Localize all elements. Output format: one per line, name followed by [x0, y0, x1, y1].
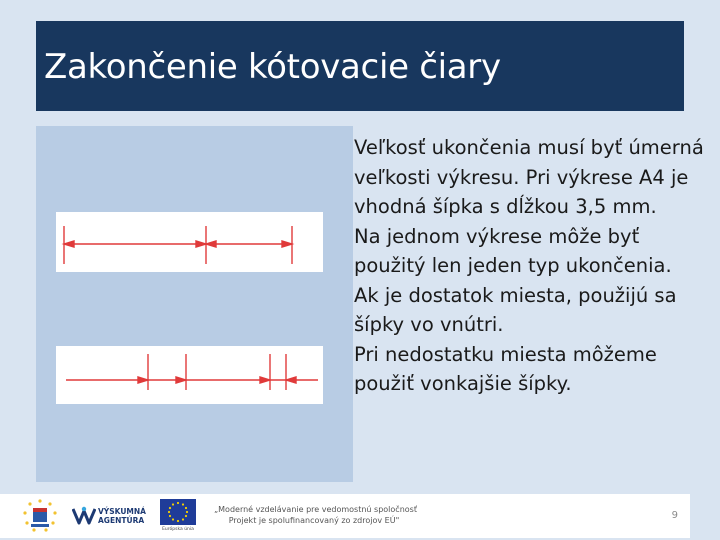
emblem-logo — [22, 498, 58, 534]
eu-flag-logo — [160, 499, 196, 535]
arrowhead — [260, 377, 270, 383]
va-logo-line1: VÝSKUMNÁ — [98, 507, 146, 516]
arrowhead — [206, 241, 216, 247]
inside-arrows-drawing — [56, 212, 323, 272]
va-logo-line2: AGENTÚRA — [98, 516, 145, 525]
outside-arrows-panel — [56, 346, 323, 404]
title-bar — [36, 21, 684, 111]
slide-body-text — [354, 133, 714, 399]
page-number: 9 — [671, 510, 678, 521]
inside-arrows-panel — [56, 212, 323, 272]
arrowhead — [282, 241, 292, 247]
dimension-line-illustration — [36, 126, 353, 482]
project-funding-text — [214, 504, 417, 526]
emblem-icon — [22, 498, 58, 534]
project-text-line1: „Moderné vzdelávanie pre vedomostnú spoločnosť — [214, 505, 417, 514]
paragraph-outside-arrows: Pri nedostatku miesta môžeme použiť vonkajšie šípky. — [354, 342, 657, 395]
eu-label: Európska únia — [162, 527, 194, 532]
paragraph-inside-arrows: Ak je dostatok miesta, použijú sa šípky vo vnútri. — [354, 283, 677, 336]
footer — [0, 494, 690, 538]
slide-title: Zakončenie kótovacie čiary — [44, 47, 501, 87]
paragraph-one-type: Na jednom výkrese môže byť použitý len jeden typ ukončenia. — [354, 224, 672, 277]
arrowhead — [138, 377, 148, 383]
outside-arrows-drawing — [56, 346, 323, 404]
arrowhead — [286, 377, 296, 383]
vyskumna-agentura-logo — [72, 502, 152, 530]
arrowhead — [64, 241, 74, 247]
paragraph-arrow-size: Veľkosť ukončenia musí byť úmerná veľkosti výkresu. Pri výkrese A4 je vhodná šípka s dĺžkou 3,5 mm. — [354, 136, 704, 218]
eu-flag-icon — [160, 499, 196, 525]
va-logo-icon — [72, 505, 96, 527]
arrowhead — [176, 377, 186, 383]
project-text-line2: Projekt je spolufinancovaný zo zdrojov EÚ" — [228, 516, 400, 525]
